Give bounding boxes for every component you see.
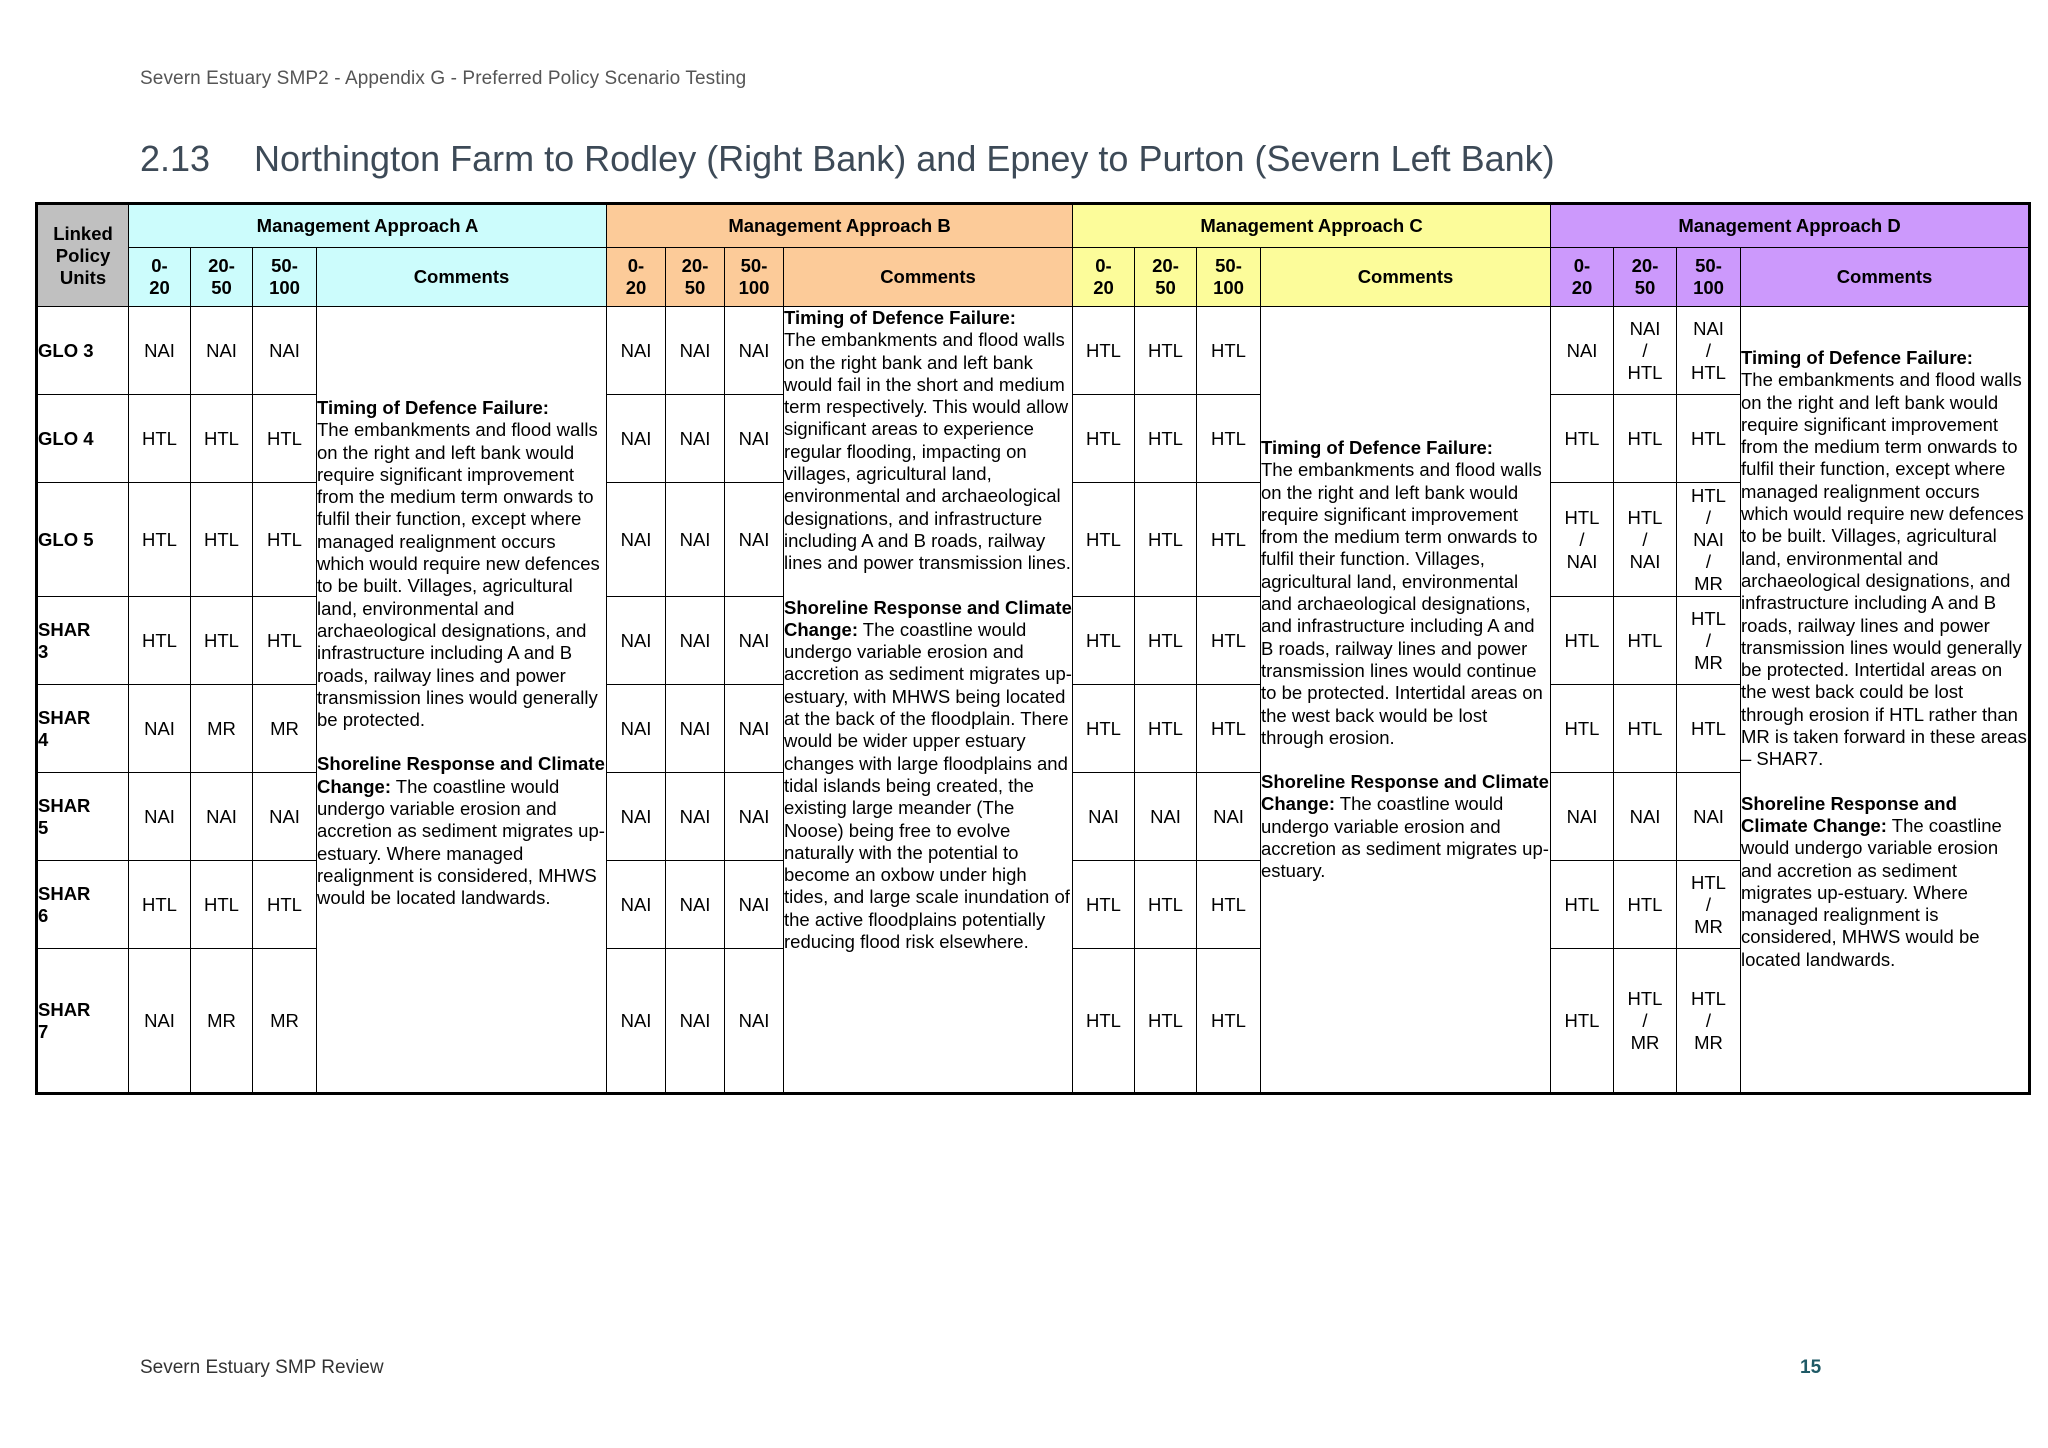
policy-unit-cell: GLO 3 xyxy=(37,307,129,395)
section-heading: Northington Farm to Rodley (Right Bank) and Epney to Purton (Severn Left Bank) xyxy=(254,138,1555,179)
policy-value-cell: NAI xyxy=(253,307,317,395)
epoch-header: 0- 20 xyxy=(1551,248,1614,307)
policy-value-cell: MR xyxy=(253,949,317,1094)
epoch-header: 0- 20 xyxy=(607,248,666,307)
policy-value-cell: NAI xyxy=(666,685,725,773)
shoreline-heading: Shoreline Response and Climate Change: xyxy=(317,753,605,797)
policy-value-cell: NAI xyxy=(666,307,725,395)
policy-unit-cell: GLO 4 xyxy=(37,395,129,483)
epoch-header: 0- 20 xyxy=(129,248,191,307)
policy-value-cell: NAI xyxy=(725,949,784,1094)
policy-value-cell: MR xyxy=(253,685,317,773)
timing-text: The embankments and flood walls on the right and left bank would require significant improvement from the medium term onwards to fulfil their function. Villages, agricultural land, environmental and archaeological designations, and infrastructure including A and B roads, railway lines and power transmission lines would continue to be protected. Intertidal areas on the west back would be lost through erosion. xyxy=(1261,459,1543,748)
policy-value-cell: HTL xyxy=(1073,597,1135,685)
policy-value-cell: HTL xyxy=(1197,949,1261,1094)
epoch-header: 0- 20 xyxy=(1073,248,1135,307)
paragraph-gap xyxy=(1741,771,2028,793)
policy-value-cell: MR xyxy=(191,685,253,773)
policy-value-cell: HTL xyxy=(1135,597,1197,685)
shoreline-heading: Shoreline Response and Climate Change: xyxy=(1741,792,1957,836)
policy-value-cell: NAI xyxy=(1135,773,1197,861)
policy-value-cell: NAI xyxy=(725,597,784,685)
timing-heading: Timing of Defence Failure: xyxy=(784,307,1016,328)
epoch-header: 20- 50 xyxy=(666,248,725,307)
policy-value-cell: HTL xyxy=(1677,685,1741,773)
policy-value-cell: HTL xyxy=(1551,949,1614,1094)
policy-value-cell: HTL xyxy=(1197,307,1261,395)
policy-value-cell: HTL xyxy=(1614,685,1677,773)
paragraph-gap xyxy=(1261,749,1550,771)
paragraph-gap xyxy=(784,575,1072,597)
policy-value-cell: HTL xyxy=(253,483,317,597)
shoreline-heading: Shoreline Response and Climate Change: xyxy=(1261,771,1549,815)
policy-value-cell: HTL / MR xyxy=(1614,949,1677,1094)
linked-policy-units-header: Linked Policy Units xyxy=(37,204,129,307)
policy-value-cell: NAI xyxy=(607,395,666,483)
policy-value-cell: HTL xyxy=(1197,483,1261,597)
policy-value-cell: HTL xyxy=(191,483,253,597)
policy-value-cell: HTL xyxy=(1551,597,1614,685)
approach-d-header: Management Approach D xyxy=(1551,204,2030,248)
policy-value-cell: HTL xyxy=(129,395,191,483)
timing-text: The embankments and flood walls on the right and left bank would require significant improvement from the medium term onwards to fulfil their function, except where managed realignment occurs which would require new defences to be built. Villages, agricultural land, environmental and archaeological designations, and infrastructure including A and B roads, railway lines and power transmission lines would generally be protected. Intertidal areas on the west back could be lost through erosion if HTL rather than MR is taken forward in these areas – SHAR7. xyxy=(1741,369,2027,770)
timing-heading: Timing of Defence Failure: xyxy=(1261,437,1493,458)
policy-value-cell: HTL xyxy=(1073,307,1135,395)
shoreline-text: The coastline would undergo variable erosion and accretion as sediment migrates up-estuary, with MHWS being located at the back of the floodplain. There would be wider upper estuary changes with large floodplains and tidal islands being created, the existing large meander (The Noose) being free to evolve naturally with the potential to become an oxbow under high tides, and large scale inundation of the active floodplains potentially reducing flood risk elsewhere. xyxy=(784,618,1072,953)
shoreline-text: The coastline would undergo variable erosion and accretion as sediment migrates up-estuary. Where managed realignment is considered, MHWS would be located landwards. xyxy=(317,775,605,909)
policy-value-cell: NAI xyxy=(191,307,253,395)
policy-value-cell: NAI xyxy=(725,861,784,949)
comments-header: Comments xyxy=(317,248,607,307)
table-row xyxy=(37,307,2030,395)
timing-text: The embankments and flood walls on the right bank and left bank would fail in the short and medium term respectively. This would allow significant areas to experience regular flooding, impacting on villages, agricultural land, environmental and archaeological designations, and infrastructure including A and B roads, railway lines and power transmission lines. xyxy=(784,329,1071,574)
policy-unit-cell: GLO 5 xyxy=(37,483,129,597)
policy-value-cell: HTL xyxy=(191,861,253,949)
policy-value-cell: HTL xyxy=(1073,395,1135,483)
shoreline-text: The coastline would undergo variable erosion and accretion as sediment migrates up-estuary. Where managed realignment is considered, MHWS would be located landwards. xyxy=(1741,814,2002,970)
policy-value-cell: HTL xyxy=(1073,861,1135,949)
policy-value-cell: HTL xyxy=(1135,861,1197,949)
policy-value-cell: NAI xyxy=(725,307,784,395)
section-number: 2.13 xyxy=(140,138,211,179)
policy-value-cell: NAI xyxy=(1197,773,1261,861)
epoch-header: 20- 50 xyxy=(191,248,253,307)
policy-value-cell: HTL xyxy=(1073,685,1135,773)
policy-value-cell: HTL xyxy=(1135,307,1197,395)
comments-cell-c xyxy=(1261,307,1551,1094)
timing-heading: Timing of Defence Failure: xyxy=(1741,347,1973,368)
timing-text: The embankments and flood walls on the right and left bank would require significant improvement from the medium term onwards to fulfil their function, except where managed realignment occurs which would require new defences to be built. Villages, agricultural land, environmental and archaeological designations, and infrastructure including A and B roads, railway lines and power transmission lines would generally be protected. xyxy=(317,419,600,731)
shoreline-heading: Shoreline Response and Climate Change: xyxy=(784,596,1072,640)
policy-value-cell: HTL xyxy=(253,395,317,483)
policy-value-cell: NAI xyxy=(666,483,725,597)
policy-value-cell: HTL xyxy=(1197,685,1261,773)
policy-value-cell: NAI xyxy=(1073,773,1135,861)
policy-value-cell: NAI xyxy=(725,483,784,597)
epoch-header: 20- 50 xyxy=(1614,248,1677,307)
table-body xyxy=(37,307,2030,1094)
epoch-header: 50- 100 xyxy=(1677,248,1741,307)
policy-value-cell: HTL / NAI xyxy=(1614,483,1677,597)
policy-value-cell: NAI xyxy=(725,685,784,773)
approach-b-header: Management Approach B xyxy=(607,204,1073,248)
policy-value-cell: NAI xyxy=(725,395,784,483)
policy-unit-cell: SHAR 6 xyxy=(37,861,129,949)
policy-value-cell: NAI xyxy=(1677,773,1741,861)
policy-value-cell: NAI xyxy=(666,773,725,861)
policy-value-cell: HTL / MR xyxy=(1677,861,1741,949)
policy-unit-cell: SHAR 5 xyxy=(37,773,129,861)
policy-value-cell: HTL xyxy=(1073,949,1135,1094)
policy-value-cell: NAI xyxy=(607,949,666,1094)
policy-value-cell: HTL xyxy=(191,597,253,685)
policy-value-cell: HTL xyxy=(1073,483,1135,597)
policy-value-cell: NAI xyxy=(607,685,666,773)
section-title xyxy=(140,138,1555,180)
policy-value-cell: HTL xyxy=(1677,395,1741,483)
policy-value-cell: HTL xyxy=(129,597,191,685)
policy-value-cell: HTL xyxy=(1197,395,1261,483)
running-header: Severn Estuary SMP2 - Appendix G - Preferred Policy Scenario Testing xyxy=(140,68,747,89)
timing-heading: Timing of Defence Failure: xyxy=(317,397,549,418)
policy-table xyxy=(35,202,2031,1095)
policy-value-cell: HTL xyxy=(1197,861,1261,949)
policy-value-cell: HTL xyxy=(1197,597,1261,685)
policy-value-cell: NAI xyxy=(129,307,191,395)
policy-value-cell: HTL xyxy=(1551,685,1614,773)
policy-value-cell: NAI xyxy=(129,685,191,773)
policy-value-cell: NAI xyxy=(1551,307,1614,395)
approach-c-header: Management Approach C xyxy=(1073,204,1551,248)
policy-unit-cell: SHAR 3 xyxy=(37,597,129,685)
policy-value-cell: HTL xyxy=(191,395,253,483)
policy-value-cell: HTL xyxy=(1614,395,1677,483)
policy-value-cell: NAI xyxy=(607,483,666,597)
policy-value-cell: NAI xyxy=(666,597,725,685)
policy-value-cell: NAI xyxy=(1551,773,1614,861)
policy-unit-cell: SHAR 4 xyxy=(37,685,129,773)
policy-value-cell: HTL xyxy=(1135,685,1197,773)
policy-value-cell: NAI xyxy=(129,949,191,1094)
running-footer: Severn Estuary SMP Review xyxy=(140,1357,384,1378)
policy-value-cell: NAI / HTL xyxy=(1614,307,1677,395)
policy-value-cell: NAI xyxy=(666,861,725,949)
epoch-header: 50- 100 xyxy=(253,248,317,307)
policy-value-cell: HTL xyxy=(1551,395,1614,483)
policy-value-cell: HTL xyxy=(1551,861,1614,949)
policy-value-cell: HTL / NAI xyxy=(1551,483,1614,597)
policy-value-cell: NAI xyxy=(129,773,191,861)
policy-value-cell: HTL xyxy=(253,861,317,949)
policy-value-cell: HTL xyxy=(1135,395,1197,483)
policy-value-cell: HTL xyxy=(129,861,191,949)
policy-value-cell: NAI / HTL xyxy=(1677,307,1741,395)
policy-value-cell: NAI xyxy=(666,949,725,1094)
policy-value-cell: NAI xyxy=(1614,773,1677,861)
epoch-header: 50- 100 xyxy=(1197,248,1261,307)
policy-value-cell: HTL xyxy=(1614,861,1677,949)
policy-value-cell: NAI xyxy=(607,773,666,861)
paragraph-gap xyxy=(317,731,606,753)
epoch-header: 50- 100 xyxy=(725,248,784,307)
policy-unit-cell: SHAR 7 xyxy=(37,949,129,1094)
policy-value-cell: MR xyxy=(191,949,253,1094)
epoch-header: 20- 50 xyxy=(1135,248,1197,307)
policy-value-cell: HTL / NAI / MR xyxy=(1677,483,1741,597)
policy-value-cell: NAI xyxy=(607,307,666,395)
policy-value-cell: HTL xyxy=(1135,483,1197,597)
policy-value-cell: HTL / MR xyxy=(1677,949,1741,1094)
comments-header: Comments xyxy=(784,248,1073,307)
policy-value-cell: NAI xyxy=(725,773,784,861)
policy-value-cell: NAI xyxy=(607,861,666,949)
comments-cell-b xyxy=(784,307,1073,1094)
comments-header: Comments xyxy=(1741,248,2030,307)
policy-value-cell: NAI xyxy=(253,773,317,861)
policy-value-cell: NAI xyxy=(666,395,725,483)
shoreline-text: The coastline would undergo variable erosion and accretion as sediment migrates up-estuary. xyxy=(1261,793,1549,882)
policy-value-cell: HTL xyxy=(1135,949,1197,1094)
policy-value-cell: NAI xyxy=(607,597,666,685)
policy-value-cell: HTL xyxy=(129,483,191,597)
comments-cell-a xyxy=(317,307,607,1094)
policy-value-cell: HTL xyxy=(1614,597,1677,685)
page-number: 15 xyxy=(1800,1357,1822,1378)
approach-a-header: Management Approach A xyxy=(129,204,607,248)
policy-value-cell: NAI xyxy=(191,773,253,861)
comments-cell-d xyxy=(1741,307,2030,1094)
comments-header: Comments xyxy=(1261,248,1551,307)
policy-value-cell: HTL / MR xyxy=(1677,597,1741,685)
policy-value-cell: HTL xyxy=(253,597,317,685)
